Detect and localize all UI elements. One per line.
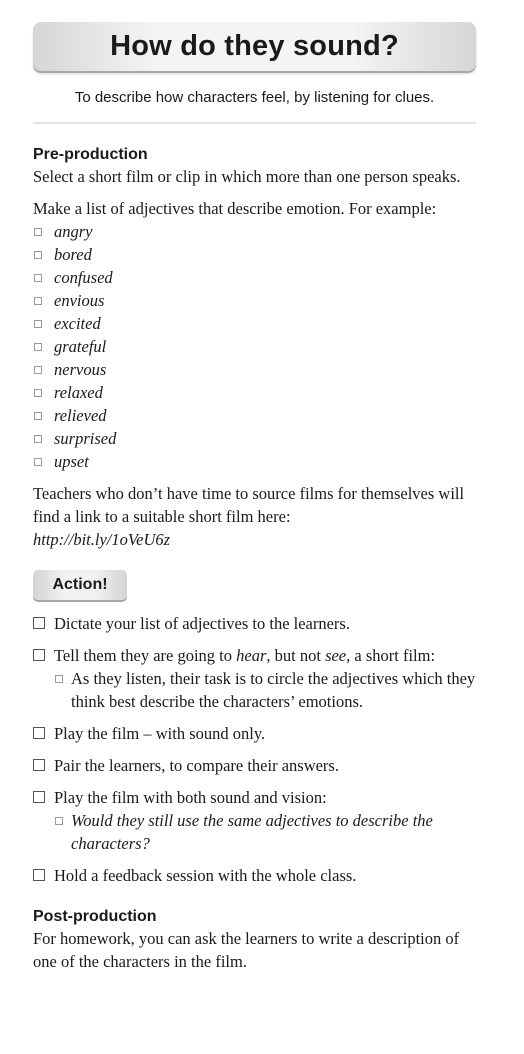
- checkbox-icon: [34, 228, 42, 236]
- list-item: relaxed: [33, 381, 476, 404]
- pre-production-para-3: Teachers who don’t have time to source films for themselves will find a link to a suitable short film here: http://bit.ly/1oVeU6z: [33, 484, 465, 549]
- checkbox-icon: [33, 727, 45, 739]
- checkbox-icon: [34, 412, 42, 420]
- checkbox-icon: [33, 759, 45, 771]
- post-production-section: [33, 907, 476, 973]
- sub-item: Would they still use the same adjectives to describe the characters?: [33, 809, 476, 855]
- checkbox-icon: [34, 366, 42, 374]
- adjective-list: [33, 220, 476, 473]
- film-link[interactable]: http://bit.ly/1oVeU6z: [33, 530, 171, 549]
- page-title: How do they sound?: [110, 30, 399, 62]
- step-item: Hold a feedback session with the whole class.: [33, 864, 476, 887]
- checkbox-icon: [34, 274, 42, 282]
- list-item: envious: [33, 289, 476, 312]
- list-item: angry: [33, 220, 476, 243]
- checkbox-icon: [34, 389, 42, 397]
- checkbox-icon: [34, 297, 42, 305]
- post-production-heading: Post-production: [33, 908, 157, 925]
- step-item: Pair the learners, to compare their answers.: [33, 754, 476, 777]
- list-item: upset: [33, 450, 476, 473]
- checkbox-icon: [55, 675, 63, 683]
- step-item: Play the film with both sound and vision: Would they still use the same adjectives to describe the characters?: [33, 786, 476, 855]
- step-item: Play the film – with sound only.: [33, 722, 476, 745]
- checkbox-icon: [34, 435, 42, 443]
- checkbox-icon: [33, 791, 45, 803]
- title-banner: [33, 22, 476, 71]
- subtitle: To describe how characters feel, by listening for clues.: [74, 89, 435, 106]
- list-item: grateful: [33, 335, 476, 358]
- pre-production-para-1: Select a short film or clip in which more than one person speaks.: [33, 167, 461, 186]
- checkbox-icon: [33, 617, 45, 629]
- list-item: excited: [33, 312, 476, 335]
- pre-production-para-2: Make a list of adjectives that describe emotion. For example:: [33, 199, 437, 218]
- action-section: [33, 570, 476, 887]
- sub-list: [54, 667, 476, 713]
- step-item: Dictate your list of adjectives to the learners.: [33, 612, 476, 635]
- checkbox-icon: [34, 251, 42, 259]
- checkbox-icon: [34, 343, 42, 351]
- checkbox-icon: [55, 817, 63, 825]
- activity-card: [33, 22, 476, 973]
- list-item: surprised: [33, 427, 476, 450]
- steps-list: [33, 612, 476, 887]
- checkbox-icon: [34, 320, 42, 328]
- action-badge: Action!: [33, 570, 127, 600]
- list-item: bored: [33, 243, 476, 266]
- list-item: confused: [33, 266, 476, 289]
- divider: [33, 122, 476, 124]
- list-item: nervous: [33, 358, 476, 381]
- checkbox-icon: [34, 458, 42, 466]
- step-item: Tell them they are going to hear, but not see, a short film: As they listen, their task is to circle the adjectives which they think best describe the characters’ emotions.: [33, 644, 476, 713]
- pre-production-section: [33, 145, 476, 551]
- list-item: relieved: [33, 404, 476, 427]
- pre-production-heading: Pre-production: [33, 146, 148, 163]
- post-production-para: For homework, you can ask the learners to write a description of one of the characters in the film.: [33, 929, 460, 971]
- sub-list: [54, 809, 476, 855]
- sub-item: As they listen, their task is to circle the adjectives which they think best describe the characters’ emotions.: [33, 667, 476, 713]
- checkbox-icon: [33, 649, 45, 661]
- checkbox-icon: [33, 869, 45, 881]
